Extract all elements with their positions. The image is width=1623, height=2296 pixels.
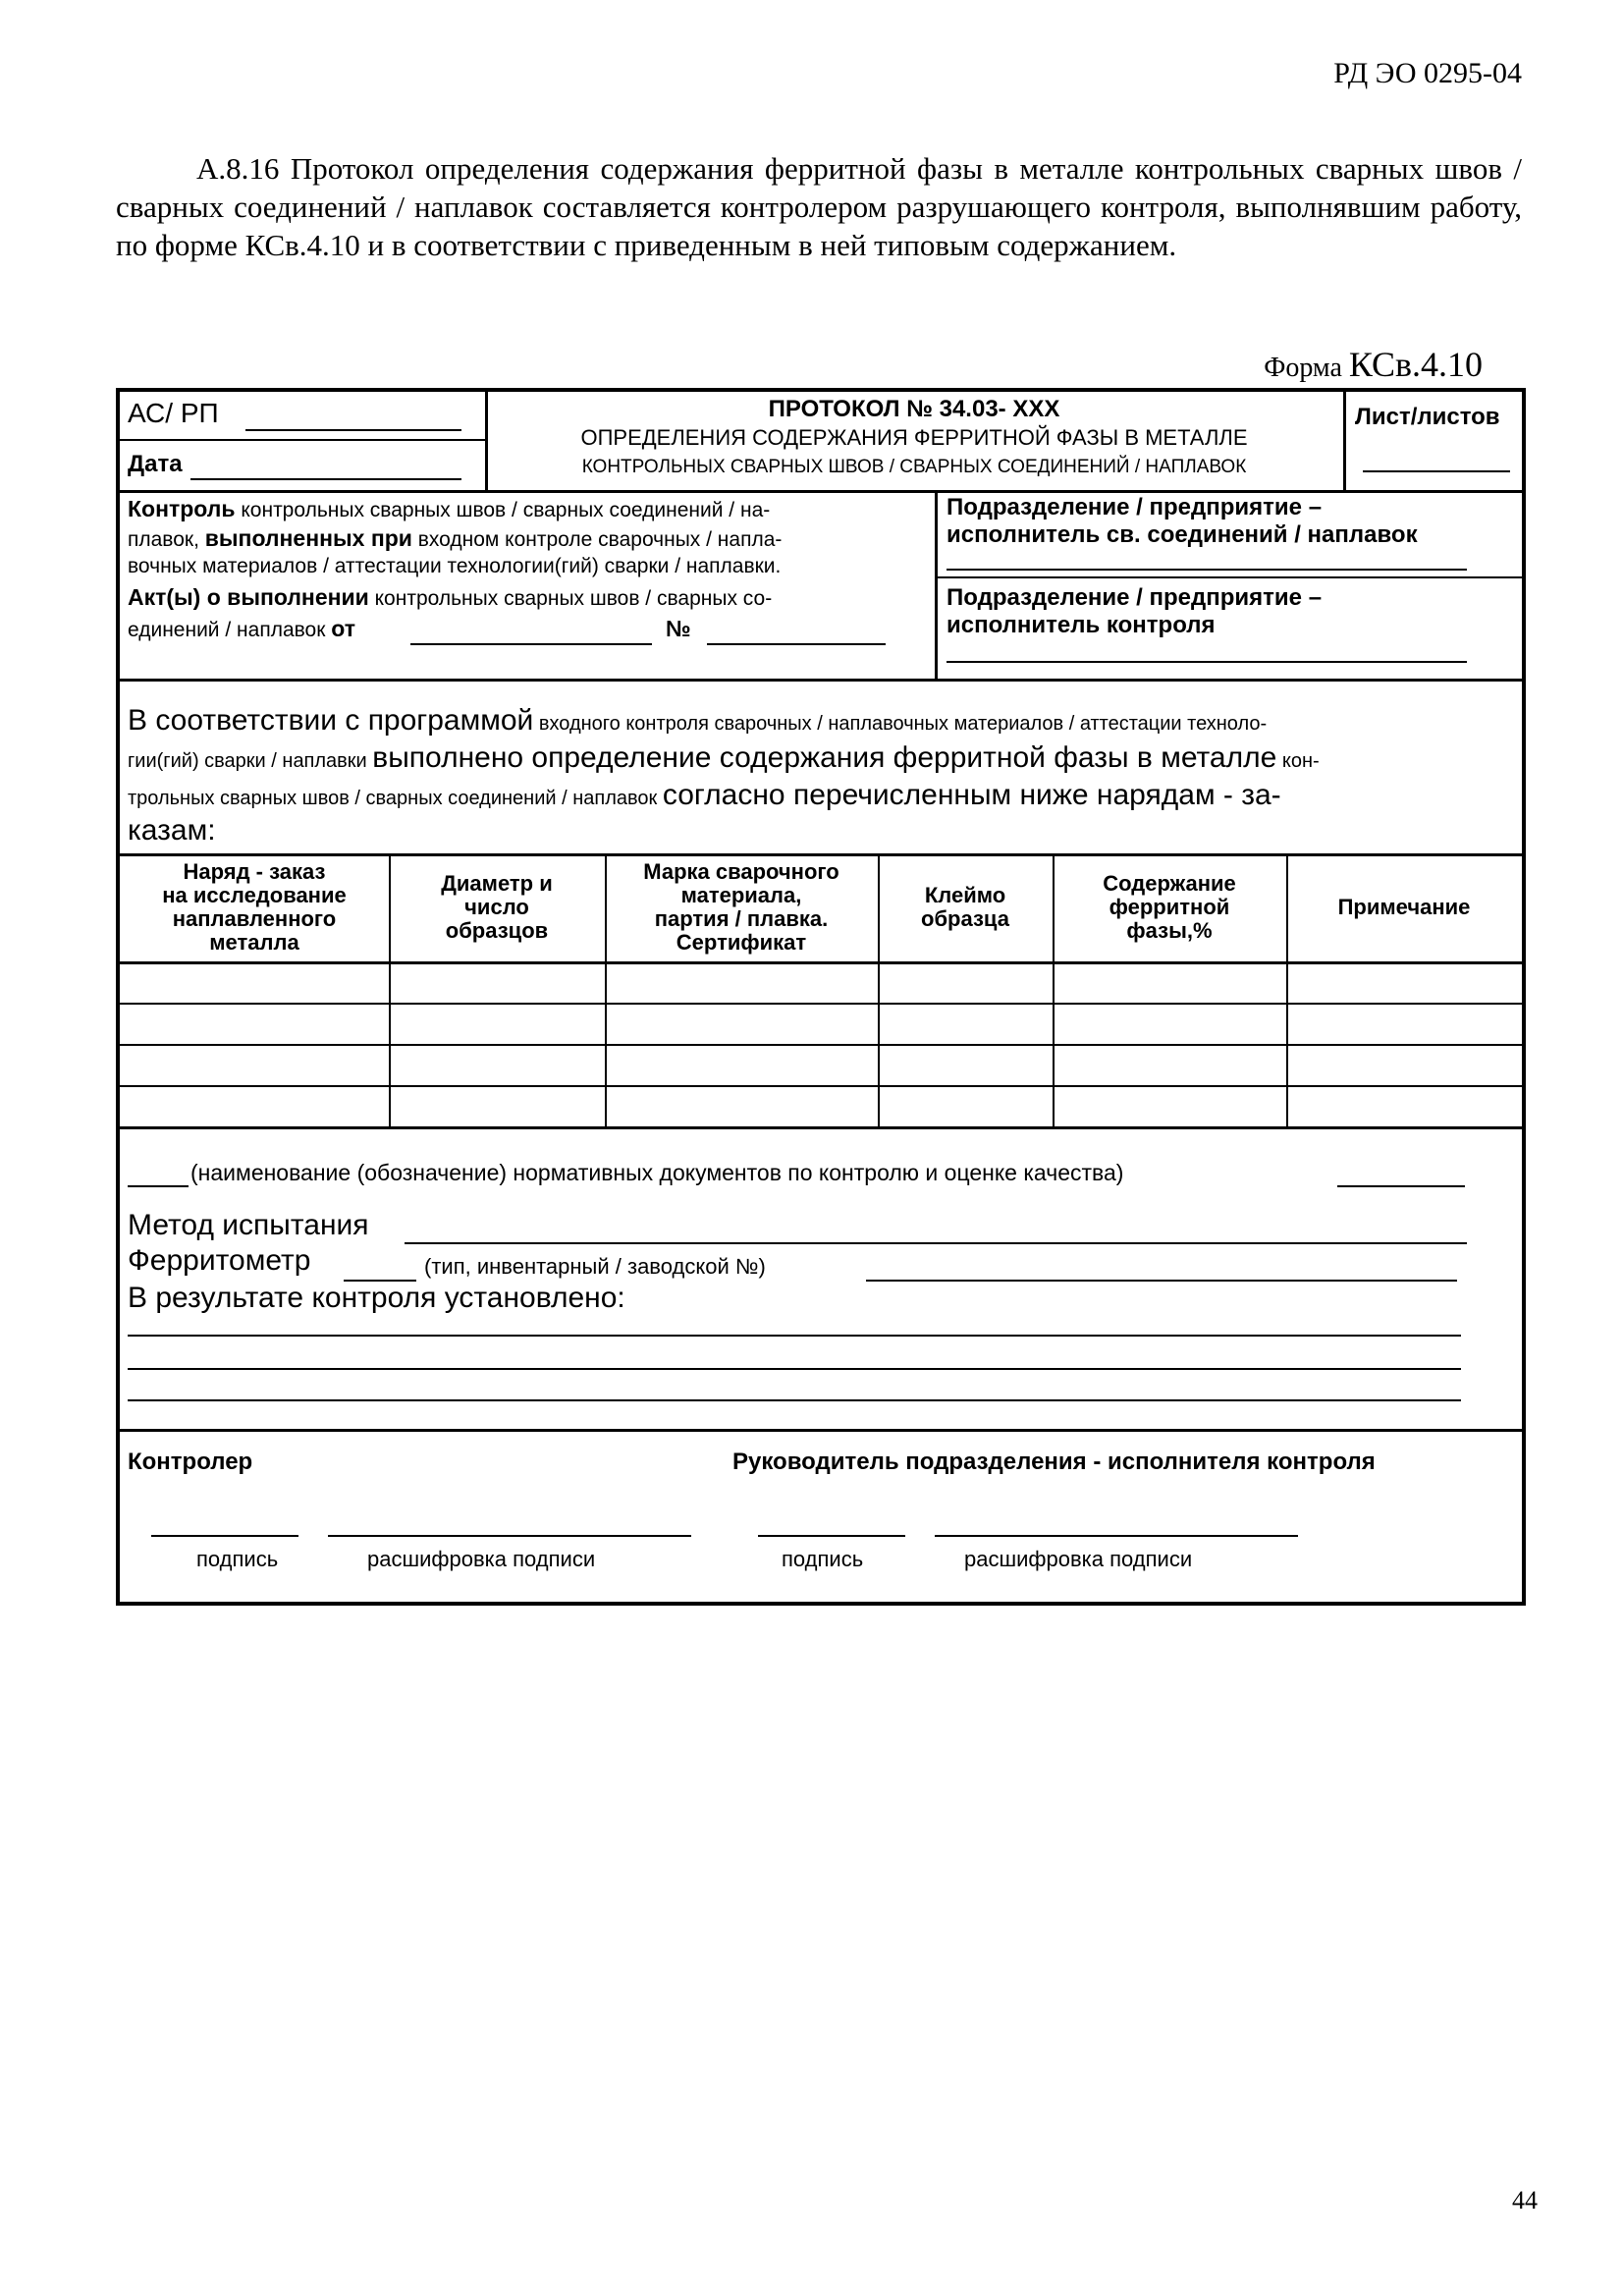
table-header-text: Содержание ферритной фазы,% — [1103, 871, 1236, 943]
statement-big: выполнено определение содержания ферритной фазы в металле — [372, 741, 1277, 774]
as-rp-field[interactable] — [245, 429, 461, 431]
date-label: Дата — [128, 451, 183, 477]
statement-line-3 — [128, 779, 1281, 812]
divider — [120, 679, 1522, 682]
inspector-label: Контролер — [128, 1449, 253, 1475]
control-dept-label-1: Подразделение / предприятие – — [947, 584, 1323, 611]
divider — [120, 490, 1522, 493]
protocol-title: ПРОТОКОЛ № 34.03- ХХХ — [768, 396, 1060, 422]
control-line-2 — [128, 525, 782, 552]
result-line[interactable] — [128, 1335, 1461, 1337]
result-label: В результате контроля установлено: — [128, 1282, 625, 1314]
protocol-subtitle: ОПРЕДЕЛЕНИЯ СОДЕРЖАНИЯ ФЕРРИТНОЙ ФАЗЫ В МЕТАЛЛЕ — [580, 425, 1248, 450]
control-text: входном контроле сварочных / напла- — [411, 528, 783, 551]
statement-small: трольных сварных швов / сварных соединений / наплавок — [128, 788, 663, 809]
divider — [935, 490, 938, 679]
table-header-ferrite — [1053, 853, 1286, 961]
norm-docs-field-left[interactable] — [128, 1185, 189, 1187]
table-header-text: Марка сварочного материала, партия / плавка. Сертификат — [643, 859, 839, 955]
divider — [120, 1126, 1522, 1129]
control-line-3: вочных материалов / аттестации технологии(гий) сварки / наплавки. — [128, 555, 782, 577]
head-decoding-field[interactable] — [935, 1535, 1298, 1537]
act-number-label: № — [666, 616, 691, 641]
result-line[interactable] — [128, 1399, 1461, 1401]
inspector-signature-caption: подпись — [196, 1547, 279, 1571]
statement-line-4: казам: — [128, 814, 216, 847]
act-line-2 — [128, 616, 355, 642]
act-text: контрольных сварных швов / сварных со- — [368, 587, 773, 610]
control-text: контрольных сварных швов / сварных соединений / на- — [235, 499, 771, 521]
statement-line-1 — [128, 704, 1267, 738]
control-bold: Контроль — [128, 496, 236, 521]
control-line-1 — [128, 496, 770, 522]
control-dept-field[interactable] — [947, 661, 1467, 663]
act-bold: Акт(ы) о выполнении — [128, 584, 369, 610]
document-code: РД ЭО 0295-04 — [1333, 57, 1522, 89]
executor-field[interactable] — [947, 569, 1467, 571]
head-decoding-caption: расшифровка подписи — [964, 1547, 1193, 1571]
divider — [120, 1429, 1522, 1432]
intro-paragraph: А.8.16 Протокол определения содержания ферритной фазы в металле контрольных сварных швов / сварных соединений / наплавок составляется контролером разрушающего контроля, выполнявшим работу, по форме КСв.4.10 и в соответствии с приведенным в ней типовым содержанием. — [116, 151, 1522, 262]
control-dept-label-2: исполнитель контроля — [947, 612, 1216, 638]
table-header-text: Клеймо образца — [921, 883, 1009, 931]
control-bold: выполненных при — [204, 525, 412, 551]
act-date-field[interactable] — [410, 643, 652, 645]
ferritometer-number-field[interactable] — [866, 1280, 1457, 1282]
ferritometer-note: (тип, инвентарный / заводской №) — [424, 1254, 766, 1279]
act-text: единений / наплавок — [128, 619, 332, 641]
result-line[interactable] — [128, 1368, 1461, 1370]
statement-big: В соответствии с программой — [128, 704, 534, 737]
table-header-material — [605, 853, 878, 961]
table-header-diameter — [389, 853, 605, 961]
statement-big: согласно перечисленным ниже нарядам - за- — [662, 779, 1281, 811]
head-signature-caption: подпись — [782, 1547, 864, 1571]
norm-docs-label: (наименование (обозначение) нормативных документов по контролю и оценке качества) — [190, 1160, 1124, 1185]
form-label-code: КСв.4.10 — [1348, 345, 1483, 384]
table-header-text: Диаметр и число образцов — [441, 871, 553, 943]
head-label: Руководитель подразделения - исполнителя контроля — [732, 1449, 1376, 1475]
table-header-text: Наряд - заказ на исследование наплавленного металла — [162, 859, 347, 955]
form-label-prefix: Форма — [1264, 353, 1349, 383]
divider — [1343, 392, 1346, 490]
inspector-decoding-field[interactable] — [328, 1535, 691, 1537]
executor-label-2: исполнитель св. соединений / наплавок — [947, 521, 1418, 548]
as-rp-label: АС/ РП — [128, 398, 219, 428]
statement-line-2 — [128, 741, 1320, 775]
act-from-label: от — [331, 616, 355, 641]
executor-label-1: Подразделение / предприятие – — [947, 494, 1323, 520]
method-field[interactable] — [405, 1242, 1467, 1244]
ferritometer-label: Ферритометр — [128, 1244, 311, 1277]
table-header-bottom — [120, 961, 1522, 964]
table-header-text: Примечание — [1337, 895, 1471, 919]
page-number: 44 — [1512, 2186, 1538, 2214]
date-field[interactable] — [190, 478, 461, 480]
protocol-subtitle-2: КОНТРОЛЬНЫХ СВАРНЫХ ШВОВ / СВАРНЫХ СОЕДИНЕНИЙ / НАПЛАВОК — [581, 457, 1247, 477]
divider — [935, 576, 1522, 578]
table-row-line — [120, 1044, 1522, 1046]
table-header-mark — [878, 853, 1053, 961]
table-header-note — [1286, 853, 1522, 961]
table-row-line — [120, 1003, 1522, 1005]
inspector-decoding-caption: расшифровка подписи — [367, 1547, 596, 1571]
protocol-form — [116, 388, 1526, 1606]
table-row-line — [120, 1085, 1522, 1087]
method-label: Метод испытания — [128, 1209, 369, 1241]
sheets-label: Лист/листов — [1355, 404, 1500, 430]
sheets-field[interactable] — [1363, 470, 1510, 472]
statement-small: кон- — [1276, 750, 1320, 772]
statement-small: гии(гий) сварки / наплавки — [128, 750, 373, 772]
inspector-signature-field[interactable] — [151, 1535, 298, 1537]
statement-small: входного контроля сварочных / наплавочных материалов / аттестации техноло- — [533, 713, 1268, 735]
form-label — [1203, 344, 1483, 385]
head-signature-field[interactable] — [758, 1535, 905, 1537]
norm-docs-field-right[interactable] — [1337, 1185, 1465, 1187]
act-line-1 — [128, 584, 772, 611]
control-text: плавок, — [128, 528, 205, 551]
act-number-field[interactable] — [707, 643, 886, 645]
table-header-order — [120, 853, 389, 961]
divider — [120, 439, 485, 441]
